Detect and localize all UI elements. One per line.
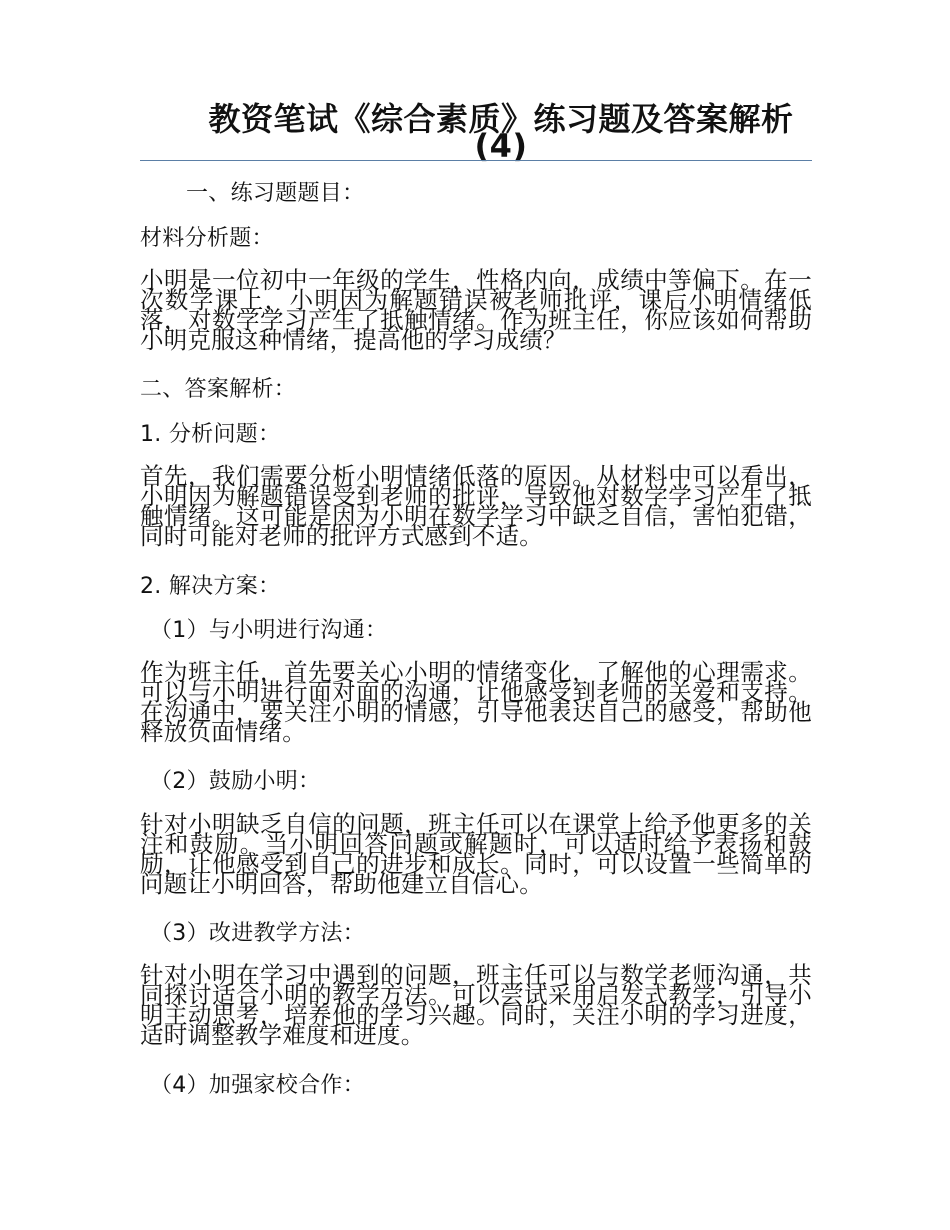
material-paragraph: 小明是一位初中一年级的学生，性格内向，成绩中等偏下。在一次数学课上，小明因为解题错误被老师批评，课后小明情绪低落，对数学学习产生了抵触情绪。作为班主任，你应该如何帮助小明克服这种情绪，提高他的学习成绩？ [140,266,812,354]
sub-heading-teaching-method: （3）改进教学方法： [150,921,365,946]
material-analysis-label: 材料分析题： [140,226,274,251]
section-heading-exercise: 一、练习题题目： [186,181,365,206]
document-title: 教资笔试《综合素质》练习题及答案解析(4) [208,100,794,165]
section-heading-answer: 二、答案解析： [140,377,297,402]
encourage-paragraph: 针对小明缺乏自信的问题，班主任可以在课堂上给予他更多的关注和鼓励。当小明回答问题或解题时，可以适时给予表扬和鼓励，让他感受到自己的进步和成长。同时，可以设置一些简单的问题让小明回答，帮助他建立自信心。 [140,810,812,898]
sub-heading-encourage: （2）鼓励小明： [150,769,321,794]
sub-heading-home-school: （4）加强家校合作： [150,1073,365,1098]
point-heading-analysis: 1. 分析问题： [140,422,281,447]
communicate-paragraph: 作为班主任，首先要关心小明的情绪变化，了解他的心理需求。可以与小明进行面对面的沟通，让他感受到老师的关爱和支持。在沟通中，要关注小明的情感，引导他表达自己的感受，帮助他释放负面情绪。 [140,658,812,746]
teaching-method-paragraph: 针对小明在学习中遇到的问题，班主任可以与数学老师沟通，共同探讨适合小明的教学方法。可以尝试采用启发式教学，引导小明主动思考，培养他的学习兴趣。同时，关注小明的学习进度，适时调整教学难度和进度。 [140,961,812,1049]
sub-heading-communicate: （1）与小明进行沟通： [150,618,388,643]
title-divider [140,160,812,161]
analysis-paragraph: 首先，我们需要分析小明情绪低落的原因。从材料中可以看出，小明因为解题错误受到老师的批评，导致他对数学学习产生了抵触情绪。这可能是因为小明在数学学习中缺乏自信，害怕犯错，同时可能对老师的批评方式感到不适。 [140,462,812,550]
point-heading-solution: 2. 解决方案： [140,574,281,599]
